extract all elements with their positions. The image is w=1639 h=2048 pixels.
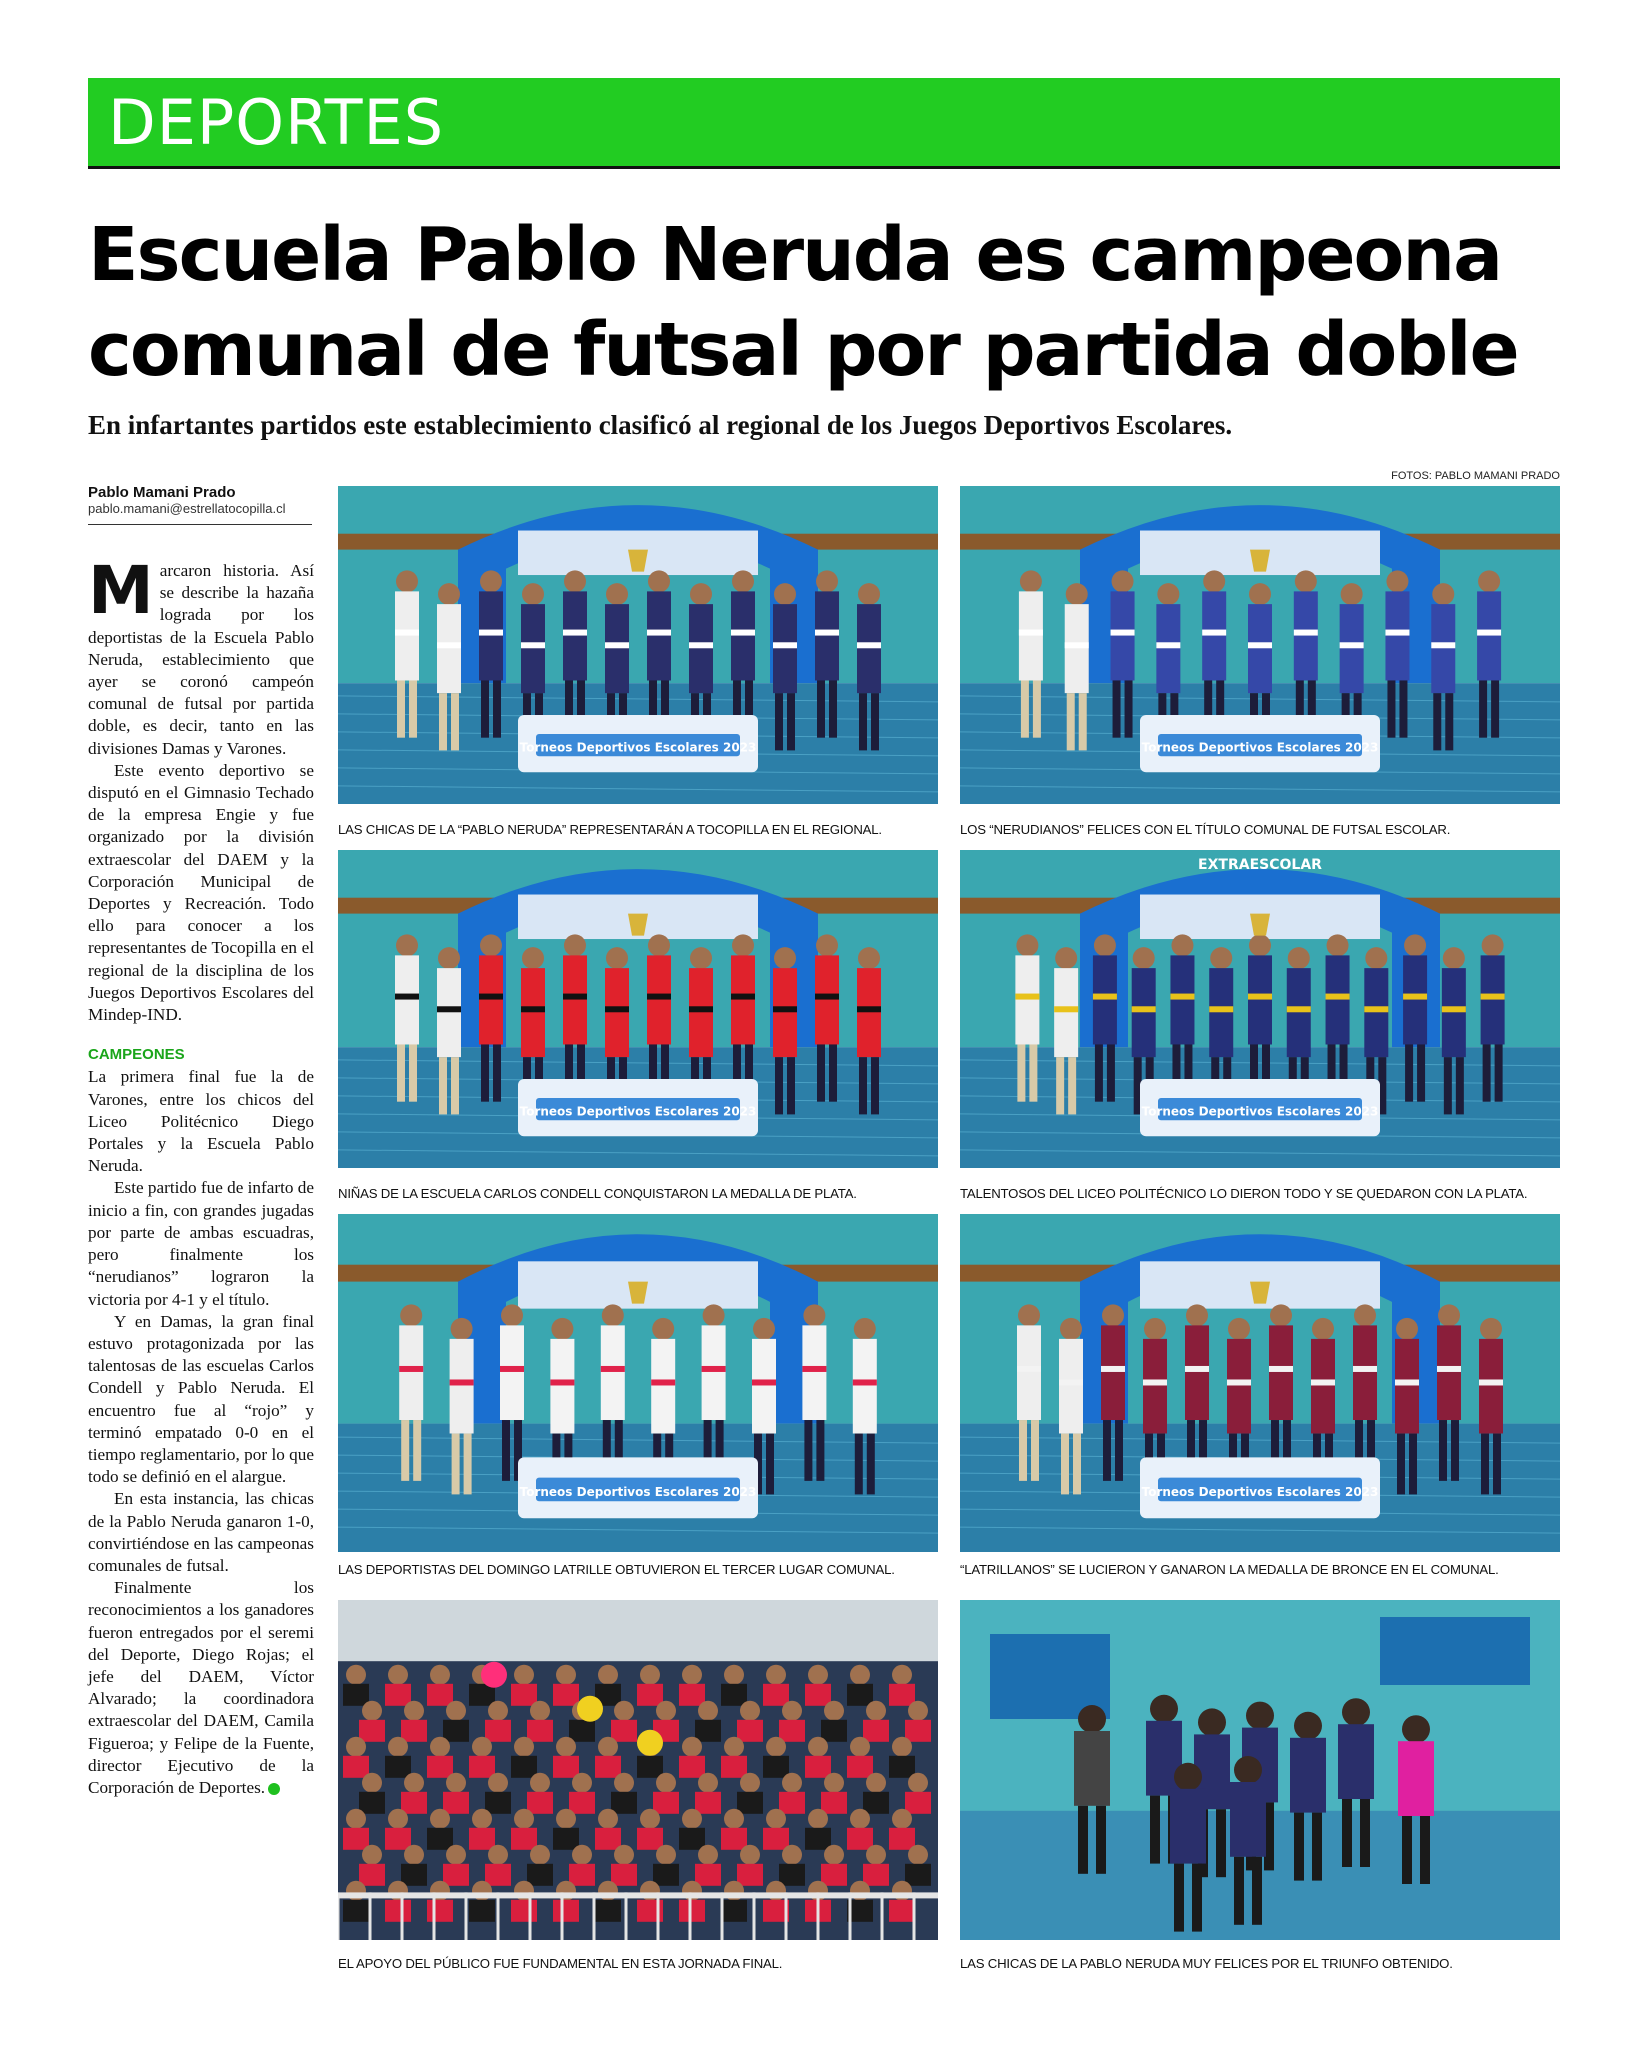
banner-text: Torneos Deportivos Escolares 2023 [1141, 1485, 1379, 1500]
photo-caption: LOS “NERUDIANOS” FELICES CON EL TÍTULO COMUNAL DE FUTSAL ESCOLAR. [960, 822, 1451, 837]
banner-text: Torneos Deportivos Escolares 2023 [519, 1104, 757, 1119]
photo-caption: NIÑAS DE LA ESCUELA CARLOS CONDELL CONQUISTARON LA MEDALLA DE PLATA. [338, 1186, 857, 1201]
article-paragraph: Y en Damas, la gran final estuvo protagonizada por las talentosas de las escuelas Carlos Condell y Pablo Neruda. El encuentro fue al “rojo” y terminó empatado 0-0 en el tiempo reglamentario, por lo que todo se definió en el alargue. [88, 1311, 314, 1487]
photo-caption: “LATRILLANOS” SE LUCIERON Y GANARON LA MEDALLA DE BRONCE EN EL COMUNAL. [960, 1562, 1499, 1577]
photo-credit: FOTOS: PABLO MAMANI PRADO [1391, 470, 1560, 482]
photo [960, 1214, 1560, 1552]
photo [960, 1600, 1560, 1940]
banner-text: Torneos Deportivos Escolares 2023 [1141, 1104, 1379, 1119]
photo-caption: LAS CHICAS DE LA PABLO NERUDA MUY FELICES POR EL TRIUNFO OBTENIDO. [960, 1956, 1453, 1971]
article-paragraph: Este partido fue de infarto de inicio a fin, con grandes jugadas por parte de ambas escuadras, pero finalmente los “nerudianos” lograron la victoria por 4-1 y el título. [88, 1178, 314, 1309]
section-title: DEPORTES [108, 86, 445, 159]
author-name: Pablo Mamani Prado [88, 484, 236, 501]
photo [338, 1600, 938, 1940]
photo-caption: EL APOYO DEL PÚBLICO FUE FUNDAMENTAL EN ESTA JORNADA FINAL. [338, 1956, 783, 1971]
drop-cap: M [88, 552, 154, 629]
author-email: pablo.mamani@estrellatocopilla.cl [88, 501, 286, 516]
photo [338, 1214, 938, 1552]
banner-text: Torneos Deportivos Escolares 2023 [519, 1485, 757, 1500]
photo [960, 850, 1560, 1168]
subheadline: En infartantes partidos este establecimiento clasificó al regional de los Juegos Deportivos Escolares. [88, 410, 1233, 440]
article-subtitle: CAMPEONES [88, 1046, 185, 1064]
end-mark-icon [268, 1783, 280, 1795]
photo-caption: LAS DEPORTISTAS DEL DOMINGO LATRILLE OBTUVIERON EL TERCER LUGAR COMUNAL. [338, 1562, 895, 1577]
article-paragraph: La primera final fue la de Varones, entre los chicos del Liceo Politécnico Diego Portales y la Escuela Pablo Neruda. [88, 1067, 314, 1176]
photo-caption: TALENTOSOS DEL LICEO POLITÉCNICO LO DIERON TODO Y SE QUEDARON CON LA PLATA. [960, 1186, 1528, 1201]
article-paragraph: Finalmente los reconocimientos a los ganadores fueron entregados por el seremi del Deporte, Diego Rojas; el jefe del DAEM, Víctor Alvarado; la coordinadora extraescolar del DAEM, Camila Figueroa; y Felipe de la Fuente, director Ejecutivo de la Corporación de Deportes. [88, 1578, 314, 1797]
arch-text: EXTRAESCOLAR [1198, 857, 1322, 874]
article-paragraph: Este evento deportivo se disputó en el Gimnasio Techado de la empresa Engie y fue organizado por la división extraescolar del DAEM y la Corporación Municipal de Deportes y Recreación. Todo ello para conocer a los representantes de Tocopilla en el regional de la disciplina de los Juegos Deportivos Escolares del Mindep-IND. [88, 760, 314, 1025]
photo [960, 486, 1560, 804]
photo [338, 850, 938, 1168]
section-header [88, 78, 1560, 169]
article-paragraph: En esta instancia, las chicas de la Pablo Neruda ganaron 1-0, convirtiéndose en las campeonas comunales de futsal. [88, 1489, 314, 1575]
article-body [88, 552, 314, 1799]
article-paragraph: Marcaron historia. Así se describe la hazaña lograda por los deportistas de la Escuela Pablo Neruda, establecimiento que ayer se coronó campeón comunal de futsal por partida doble, es decir, tanto en las divisiones Damas y Varones. [88, 552, 314, 758]
byline [88, 484, 312, 525]
photo [338, 486, 938, 804]
photo-caption: LAS CHICAS DE LA “PABLO NERUDA” REPRESENTARÁN A TOCOPILLA EN EL REGIONAL. [338, 822, 882, 837]
banner-text: Torneos Deportivos Escolares 2023 [1141, 740, 1379, 755]
headline: Escuela Pablo Neruda es campeona comunal de futsal por partida doble [88, 212, 1518, 393]
banner-text: Torneos Deportivos Escolares 2023 [519, 740, 757, 755]
